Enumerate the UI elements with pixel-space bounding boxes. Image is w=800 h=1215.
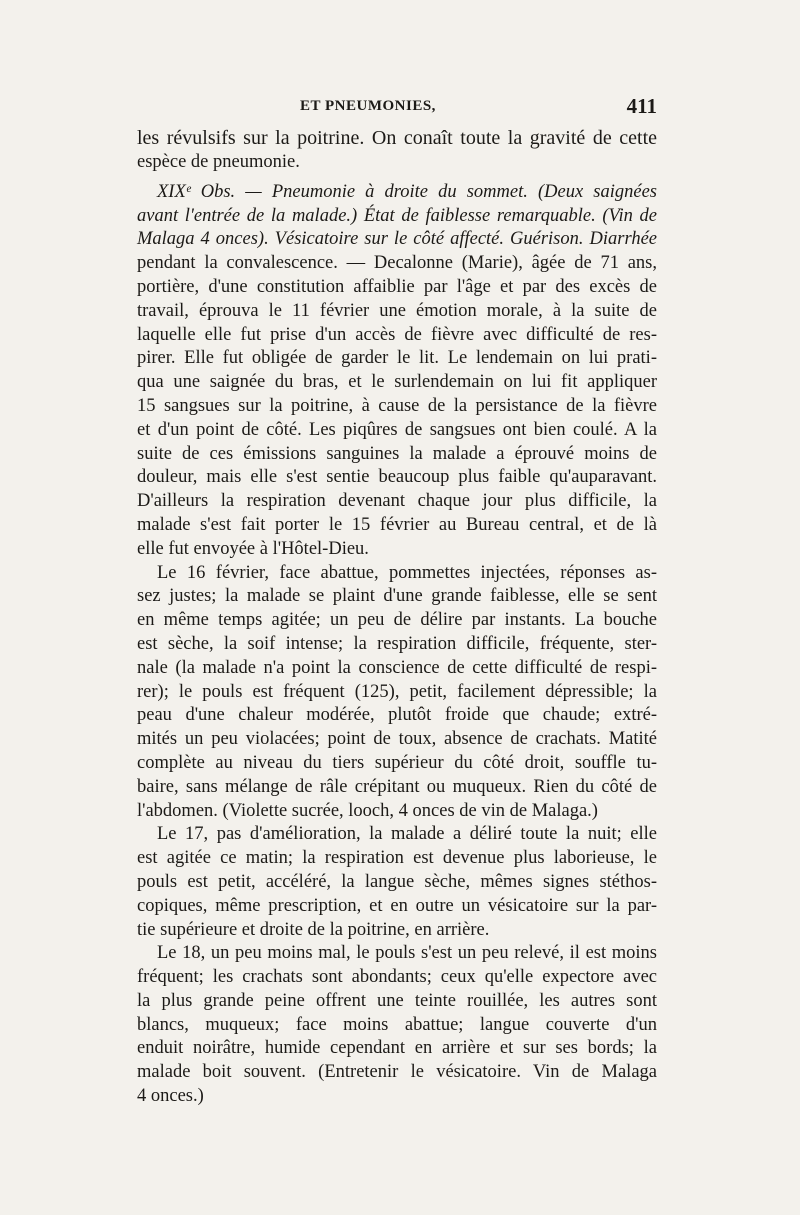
text-line: laquelle elle fut prise d'un accès de fièvre avec difficulté de res- — [137, 324, 657, 345]
text-line: suite de ces émissions sanguines la malade a éprouvé moins de — [137, 443, 657, 464]
text-line: sez justes; la malade se plaint d'une grande faiblesse, elle se sent — [137, 586, 657, 607]
body-text — [137, 125, 657, 1109]
text-line: enduit noirâtre, humide cependant en arrière et sur ses bords; la — [137, 1038, 657, 1059]
text-line: pendant la convalescence. — Decalonne (Marie), âgée de 71 ans, — [137, 253, 657, 274]
text-line: espèce de pneumonie. — [137, 152, 300, 172]
text-line: peau d'une chaleur modérée, plutôt froide que chaude; extré- — [137, 705, 657, 726]
text-line: mités un peu violacées; point de toux, absence de crachats. Matité — [137, 729, 657, 750]
text-line: pirer. Elle fut obligée de garder le lit. Le lendemain on lui prati- — [137, 348, 657, 369]
running-title: ET PNEUMONIES, — [300, 98, 436, 114]
text-line: copiques, même prescription, et en outre un vésicatoire sur la par- — [137, 895, 657, 916]
text-line: les révulsifs sur la poitrine. On conaît toute la gravité de cette — [137, 127, 657, 149]
text-line: Le 16 février, face abattue, pommettes injectées, réponses as- — [157, 562, 657, 583]
page-number: 411 — [626, 94, 657, 118]
observation-heading: XIXᵉ Obs. — Pneumonie à droite du sommet. (Deux saignées — [157, 181, 657, 202]
text-line: 15 sangsues sur la poitrine, à cause de la persistance de la fièvre — [137, 395, 657, 416]
text-line: malade s'est fait porter le 15 février au Bureau central, et de là — [137, 514, 657, 535]
text-line: la plus grande peine offrent une teinte rouillée, les autres sont — [137, 990, 657, 1011]
text-line: est agitée ce matin; la respiration est devenue plus laborieuse, le — [137, 848, 657, 869]
text-line: portière, d'une constitution affaiblie par l'âge et par des excès de — [137, 276, 657, 297]
text-line: et d'un point de côté. Les piqûres de sangsues ont bien coulé. A la — [137, 419, 657, 440]
text-line: avant l'entrée de la malade.) État de faiblesse remarquable. (Vin de — [137, 205, 657, 226]
text-line: est sèche, la soif intense; la respiration difficile, fréquente, ster- — [137, 633, 657, 654]
text-line: en même temps agitée; un peu de délire par instants. La bouche — [137, 610, 657, 631]
text-line: douleur, mais elle s'est sentie beaucoup plus faible qu'auparavant. — [137, 467, 657, 488]
text-line: Le 18, un peu moins mal, le pouls s'est un peu relevé, il est moins — [157, 943, 657, 964]
text-line: travail, éprouva le 11 février une émotion morale, à la suite de — [137, 300, 657, 321]
text-line: tie supérieure et droite de la poitrine, en arrière. — [137, 919, 490, 940]
text-line: blancs, muqueux; face moins abattue; langue couverte d'un — [137, 1014, 657, 1035]
text-line: baire, sans mélange de râle crépitant ou muqueux. Rien du côté de — [137, 776, 657, 797]
text-line: nale (la malade n'a point la conscience de cette difficulté de respi- — [137, 657, 657, 678]
text-line: l'abdomen. (Violette sucrée, looch, 4 onces de vin de Malaga.) — [137, 800, 598, 821]
text-line: pouls est petit, accéléré, la langue sèche, mêmes signes stéthos- — [137, 871, 657, 892]
text-line: qua une saignée du bras, et le surlendemain on lui fit appliquer — [137, 372, 657, 393]
text-line: malade boit souvent. (Entretenir le vésicatoire. Vin de Malaga — [137, 1062, 657, 1083]
text-line: D'ailleurs la respiration devenant chaque jour plus difficile, la — [137, 491, 657, 512]
text-line: fréquent; les crachats sont abondants; ceux qu'elle expectore avec — [137, 967, 657, 988]
page-header — [137, 96, 657, 122]
text-line: Le 17, pas d'amélioration, la malade a déliré toute la nuit; elle — [157, 824, 657, 845]
text-line: elle fut envoyée à l'Hôtel-Dieu. — [137, 538, 369, 559]
text-line: rer); le pouls est fréquent (125), petit, facilement dépressible; la — [137, 681, 657, 702]
text-line: Malaga 4 onces). Vésicatoire sur le côté affecté. Guérison. Diarrhée — [137, 229, 657, 250]
text-line: complète au niveau du tiers supérieur du côté droit, souffle tu- — [137, 752, 657, 773]
text-line: 4 onces.) — [137, 1086, 204, 1107]
